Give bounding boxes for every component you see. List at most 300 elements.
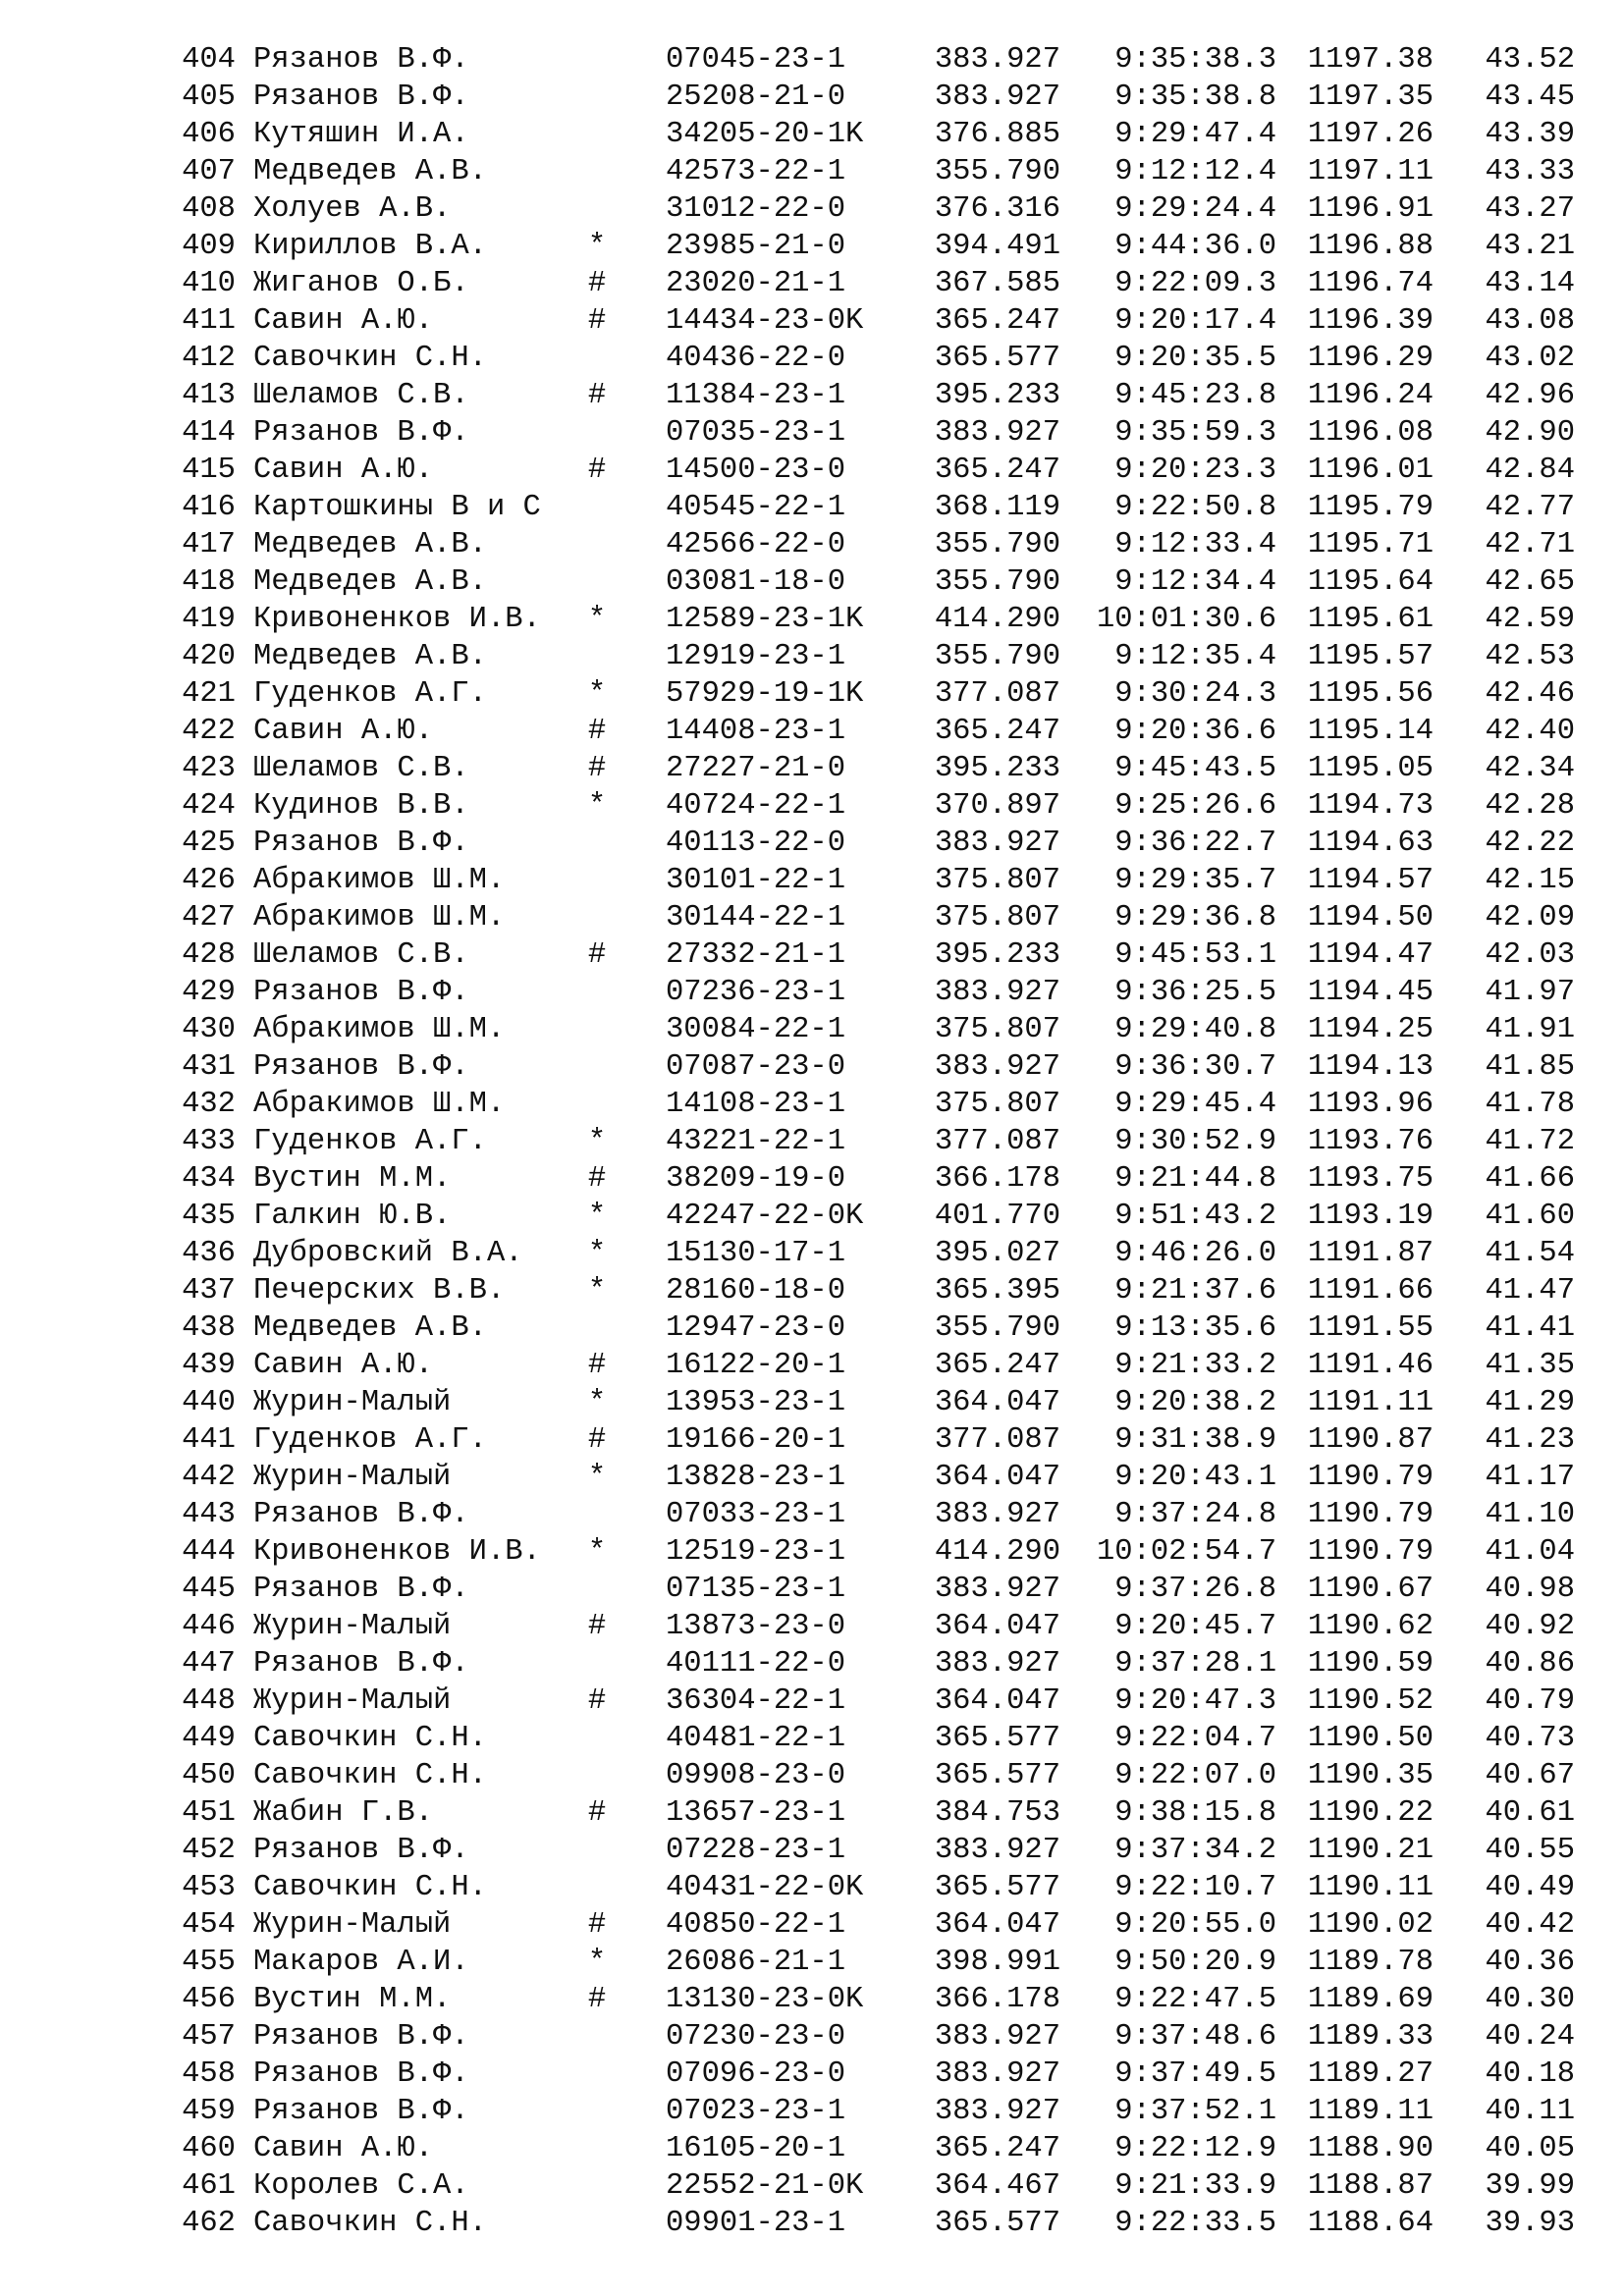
ring-number: 12519-23-1 xyxy=(666,1535,846,1569)
table-row xyxy=(0,1123,1624,1160)
row-number: 431 xyxy=(182,1050,236,1084)
score: 41.97 xyxy=(1485,976,1575,1009)
entry-mark: # xyxy=(587,752,607,785)
speed: 1189.27 xyxy=(1307,2057,1434,2091)
owner-name: Абракимов Ш.М. xyxy=(253,1013,506,1046)
table-row xyxy=(0,2093,1624,2130)
distance: 367.585 xyxy=(934,267,1060,300)
row-number: 446 xyxy=(182,1610,236,1643)
row-number: 442 xyxy=(182,1461,236,1494)
table-row xyxy=(0,377,1624,414)
ring-number: 42573-22-1 xyxy=(666,155,846,188)
distance: 383.927 xyxy=(934,1498,1060,1531)
distance: 377.087 xyxy=(934,1423,1060,1457)
speed: 1194.47 xyxy=(1307,938,1434,972)
ring-number: 14500-23-0 xyxy=(666,454,846,487)
row-number: 408 xyxy=(182,192,236,226)
speed: 1190.62 xyxy=(1307,1610,1434,1643)
distance: 395.233 xyxy=(934,752,1060,785)
owner-name: Шеламов С.В. xyxy=(253,752,469,785)
table-row xyxy=(0,190,1624,228)
owner-name: Медведев А.В. xyxy=(253,528,487,561)
owner-name: Журин-Малый xyxy=(253,1461,452,1494)
speed: 1194.25 xyxy=(1307,1013,1434,1046)
arrival-time: 9:35:38.8 xyxy=(1114,80,1276,114)
score: 39.93 xyxy=(1485,2207,1575,2240)
table-row xyxy=(0,340,1624,377)
score: 42.71 xyxy=(1485,528,1575,561)
arrival-time: 9:25:26.6 xyxy=(1114,789,1276,823)
distance: 414.290 xyxy=(934,1535,1060,1569)
table-row xyxy=(0,862,1624,899)
arrival-time: 9:29:45.4 xyxy=(1114,1088,1276,1121)
score: 41.72 xyxy=(1485,1125,1575,1158)
owner-name: Рязанов В.Ф. xyxy=(253,43,469,77)
speed: 1196.08 xyxy=(1307,416,1434,450)
ring-number: 31012-22-0 xyxy=(666,192,846,226)
arrival-time: 9:36:30.7 xyxy=(1114,1050,1276,1084)
distance: 365.395 xyxy=(934,1274,1060,1308)
score: 40.42 xyxy=(1485,1908,1575,1942)
row-number: 422 xyxy=(182,715,236,748)
table-row xyxy=(0,1794,1624,1832)
table-row xyxy=(0,1459,1624,1496)
table-row xyxy=(0,563,1624,601)
owner-name: Рязанов В.Ф. xyxy=(253,1573,469,1606)
entry-mark: # xyxy=(587,1610,607,1643)
distance: 364.047 xyxy=(934,1610,1060,1643)
ring-number: 16105-20-1 xyxy=(666,2132,846,2165)
score: 40.24 xyxy=(1485,2020,1575,2054)
speed: 1188.87 xyxy=(1307,2169,1434,2203)
arrival-time: 9:50:20.9 xyxy=(1114,1946,1276,1979)
score: 43.21 xyxy=(1485,230,1575,263)
row-number: 423 xyxy=(182,752,236,785)
speed: 1190.79 xyxy=(1307,1535,1434,1569)
entry-mark: * xyxy=(587,230,607,263)
arrival-time: 9:36:25.5 xyxy=(1114,976,1276,1009)
row-number: 454 xyxy=(182,1908,236,1942)
owner-name: Абракимов Ш.М. xyxy=(253,864,506,897)
row-number: 438 xyxy=(182,1311,236,1345)
owner-name: Рязанов В.Ф. xyxy=(253,1647,469,1681)
table-row xyxy=(0,2056,1624,2093)
score: 41.41 xyxy=(1485,1311,1575,1345)
score: 43.08 xyxy=(1485,304,1575,338)
ring-number: 16122-20-1 xyxy=(666,1349,846,1382)
owner-name: Савочкин С.Н. xyxy=(253,1722,487,1755)
speed: 1190.50 xyxy=(1307,1722,1434,1755)
ring-number: 13828-23-1 xyxy=(666,1461,846,1494)
score: 42.28 xyxy=(1485,789,1575,823)
entry-mark: # xyxy=(587,304,607,338)
table-row xyxy=(0,41,1624,79)
ring-number: 57929-19-1K xyxy=(666,677,864,711)
distance: 365.577 xyxy=(934,2207,1060,2240)
arrival-time: 9:37:28.1 xyxy=(1114,1647,1276,1681)
arrival-time: 9:45:23.8 xyxy=(1114,379,1276,412)
arrival-time: 9:20:23.3 xyxy=(1114,454,1276,487)
owner-name: Рязанов В.Ф. xyxy=(253,2095,469,2128)
row-number: 428 xyxy=(182,938,236,972)
speed: 1194.45 xyxy=(1307,976,1434,1009)
row-number: 440 xyxy=(182,1386,236,1419)
owner-name: Рязанов В.Ф. xyxy=(253,1498,469,1531)
speed: 1194.50 xyxy=(1307,901,1434,934)
speed: 1196.01 xyxy=(1307,454,1434,487)
arrival-time: 9:35:38.3 xyxy=(1114,43,1276,77)
arrival-time: 9:46:26.0 xyxy=(1114,1237,1276,1270)
speed: 1191.55 xyxy=(1307,1311,1434,1345)
row-number: 415 xyxy=(182,454,236,487)
table-row xyxy=(0,1235,1624,1272)
row-number: 455 xyxy=(182,1946,236,1979)
distance: 365.247 xyxy=(934,2132,1060,2165)
ring-number: 40436-22-0 xyxy=(666,342,846,375)
ring-number: 40545-22-1 xyxy=(666,491,846,524)
speed: 1191.11 xyxy=(1307,1386,1434,1419)
score: 43.33 xyxy=(1485,155,1575,188)
owner-name: Королев С.А. xyxy=(253,2169,469,2203)
owner-name: Кривоненков И.В. xyxy=(253,603,541,636)
owner-name: Абракимов Ш.М. xyxy=(253,1088,506,1121)
table-row xyxy=(0,675,1624,713)
owner-name: Гуденков А.Г. xyxy=(253,1125,487,1158)
table-row xyxy=(0,302,1624,340)
speed: 1195.61 xyxy=(1307,603,1434,636)
arrival-time: 9:22:10.7 xyxy=(1114,1871,1276,1904)
owner-name: Галкин Ю.В. xyxy=(253,1200,452,1233)
distance: 375.807 xyxy=(934,864,1060,897)
distance: 364.047 xyxy=(934,1908,1060,1942)
distance: 383.927 xyxy=(934,1834,1060,1867)
arrival-time: 9:22:09.3 xyxy=(1114,267,1276,300)
speed: 1191.66 xyxy=(1307,1274,1434,1308)
ring-number: 13657-23-1 xyxy=(666,1796,846,1830)
owner-name: Холуев А.В. xyxy=(253,192,452,226)
ring-number: 23985-21-0 xyxy=(666,230,846,263)
distance: 365.247 xyxy=(934,1349,1060,1382)
ring-number: 07228-23-1 xyxy=(666,1834,846,1867)
owner-name: Медведев А.В. xyxy=(253,1311,487,1345)
distance: 383.927 xyxy=(934,1573,1060,1606)
distance: 355.790 xyxy=(934,565,1060,599)
arrival-time: 9:30:24.3 xyxy=(1114,677,1276,711)
speed: 1188.64 xyxy=(1307,2207,1434,2240)
table-row xyxy=(0,526,1624,563)
owner-name: Журин-Малый xyxy=(253,1386,452,1419)
owner-name: Рязанов В.Ф. xyxy=(253,1050,469,1084)
ring-number: 12589-23-1K xyxy=(666,603,864,636)
entry-mark: * xyxy=(587,789,607,823)
ring-number: 25208-21-0 xyxy=(666,80,846,114)
entry-mark: # xyxy=(587,1349,607,1382)
owner-name: Медведев А.В. xyxy=(253,640,487,673)
ring-number: 40481-22-1 xyxy=(666,1722,846,1755)
score: 41.10 xyxy=(1485,1498,1575,1531)
distance: 375.807 xyxy=(934,901,1060,934)
owner-name: Кудинов В.В. xyxy=(253,789,469,823)
table-row xyxy=(0,265,1624,302)
score: 41.17 xyxy=(1485,1461,1575,1494)
distance: 398.991 xyxy=(934,1946,1060,1979)
owner-name: Савочкин С.Н. xyxy=(253,1759,487,1792)
table-row xyxy=(0,1048,1624,1086)
speed: 1193.75 xyxy=(1307,1162,1434,1196)
score: 41.91 xyxy=(1485,1013,1575,1046)
row-number: 419 xyxy=(182,603,236,636)
distance: 383.927 xyxy=(934,2095,1060,2128)
row-number: 409 xyxy=(182,230,236,263)
score: 40.05 xyxy=(1485,2132,1575,2165)
row-number: 441 xyxy=(182,1423,236,1457)
arrival-time: 9:12:34.4 xyxy=(1114,565,1276,599)
row-number: 414 xyxy=(182,416,236,450)
arrival-time: 9:29:40.8 xyxy=(1114,1013,1276,1046)
owner-name: Гуденков А.Г. xyxy=(253,1423,487,1457)
ring-number: 38209-19-0 xyxy=(666,1162,846,1196)
ring-number: 26086-21-1 xyxy=(666,1946,846,1979)
distance: 401.770 xyxy=(934,1200,1060,1233)
row-number: 435 xyxy=(182,1200,236,1233)
row-number: 418 xyxy=(182,565,236,599)
score: 41.23 xyxy=(1485,1423,1575,1457)
score: 41.54 xyxy=(1485,1237,1575,1270)
arrival-time: 9:22:04.7 xyxy=(1114,1722,1276,1755)
row-number: 434 xyxy=(182,1162,236,1196)
row-number: 458 xyxy=(182,2057,236,2091)
owner-name: Савочкин С.Н. xyxy=(253,1871,487,1904)
speed: 1195.79 xyxy=(1307,491,1434,524)
owner-name: Медведев А.В. xyxy=(253,565,487,599)
entry-mark: * xyxy=(587,1386,607,1419)
owner-name: Журин-Малый xyxy=(253,1908,452,1942)
score: 42.03 xyxy=(1485,938,1575,972)
speed: 1188.90 xyxy=(1307,2132,1434,2165)
ring-number: 34205-20-1K xyxy=(666,118,864,151)
table-row xyxy=(0,1720,1624,1757)
distance: 383.927 xyxy=(934,416,1060,450)
arrival-time: 9:21:44.8 xyxy=(1114,1162,1276,1196)
ring-number: 07023-23-1 xyxy=(666,2095,846,2128)
entry-mark: # xyxy=(587,1684,607,1718)
arrival-time: 9:37:26.8 xyxy=(1114,1573,1276,1606)
entry-mark: # xyxy=(587,938,607,972)
arrival-time: 9:12:33.4 xyxy=(1114,528,1276,561)
row-number: 448 xyxy=(182,1684,236,1718)
entry-mark: * xyxy=(587,1274,607,1308)
row-number: 421 xyxy=(182,677,236,711)
table-row xyxy=(0,2130,1624,2167)
speed: 1196.39 xyxy=(1307,304,1434,338)
ring-number: 12919-23-1 xyxy=(666,640,846,673)
owner-name: Савочкин С.Н. xyxy=(253,2207,487,2240)
row-number: 406 xyxy=(182,118,236,151)
entry-mark: # xyxy=(587,1983,607,2016)
distance: 365.577 xyxy=(934,342,1060,375)
row-number: 416 xyxy=(182,491,236,524)
arrival-time: 9:22:12.9 xyxy=(1114,2132,1276,2165)
owner-name: Вустин М.М. xyxy=(253,1162,452,1196)
speed: 1194.57 xyxy=(1307,864,1434,897)
owner-name: Дубровский В.А. xyxy=(253,1237,523,1270)
ring-number: 42566-22-0 xyxy=(666,528,846,561)
table-row xyxy=(0,1645,1624,1682)
owner-name: Макаров А.И. xyxy=(253,1946,469,1979)
entry-mark: # xyxy=(587,1908,607,1942)
distance: 383.927 xyxy=(934,1050,1060,1084)
score: 42.77 xyxy=(1485,491,1575,524)
row-number: 462 xyxy=(182,2207,236,2240)
row-number: 445 xyxy=(182,1573,236,1606)
owner-name: Савин А.Ю. xyxy=(253,2132,434,2165)
distance: 384.753 xyxy=(934,1796,1060,1830)
row-number: 404 xyxy=(182,43,236,77)
arrival-time: 9:35:59.3 xyxy=(1114,416,1276,450)
score: 42.22 xyxy=(1485,827,1575,860)
speed: 1196.88 xyxy=(1307,230,1434,263)
arrival-time: 9:45:43.5 xyxy=(1114,752,1276,785)
entry-mark: * xyxy=(587,1946,607,1979)
entry-mark: * xyxy=(587,1461,607,1494)
score: 41.60 xyxy=(1485,1200,1575,1233)
ring-number: 30144-22-1 xyxy=(666,901,846,934)
row-number: 449 xyxy=(182,1722,236,1755)
ring-number: 07035-23-1 xyxy=(666,416,846,450)
owner-name: Рязанов В.Ф. xyxy=(253,976,469,1009)
ring-number: 28160-18-0 xyxy=(666,1274,846,1308)
entry-mark: # xyxy=(587,1162,607,1196)
arrival-time: 9:29:24.4 xyxy=(1114,192,1276,226)
entry-mark: * xyxy=(587,1200,607,1233)
ring-number: 30084-22-1 xyxy=(666,1013,846,1046)
arrival-time: 9:20:38.2 xyxy=(1114,1386,1276,1419)
row-number: 432 xyxy=(182,1088,236,1121)
row-number: 412 xyxy=(182,342,236,375)
arrival-time: 10:02:54.7 xyxy=(1096,1535,1276,1569)
speed: 1189.78 xyxy=(1307,1946,1434,1979)
table-row xyxy=(0,899,1624,936)
speed: 1193.96 xyxy=(1307,1088,1434,1121)
row-number: 417 xyxy=(182,528,236,561)
table-row xyxy=(0,228,1624,265)
distance: 383.927 xyxy=(934,976,1060,1009)
row-number: 456 xyxy=(182,1983,236,2016)
ring-number: 36304-22-1 xyxy=(666,1684,846,1718)
table-row xyxy=(0,1347,1624,1384)
speed: 1190.21 xyxy=(1307,1834,1434,1867)
row-number: 405 xyxy=(182,80,236,114)
speed: 1193.76 xyxy=(1307,1125,1434,1158)
table-row xyxy=(0,1384,1624,1421)
distance: 355.790 xyxy=(934,155,1060,188)
arrival-time: 9:22:50.8 xyxy=(1114,491,1276,524)
score: 42.84 xyxy=(1485,454,1575,487)
score: 43.39 xyxy=(1485,118,1575,151)
owner-name: Рязанов В.Ф. xyxy=(253,2057,469,2091)
distance: 365.247 xyxy=(934,304,1060,338)
ring-number: 22552-21-0K xyxy=(666,2169,864,2203)
score: 43.02 xyxy=(1485,342,1575,375)
score: 40.86 xyxy=(1485,1647,1575,1681)
speed: 1189.69 xyxy=(1307,1983,1434,2016)
arrival-time: 9:31:38.9 xyxy=(1114,1423,1276,1457)
ring-number: 07087-23-0 xyxy=(666,1050,846,1084)
arrival-time: 9:37:49.5 xyxy=(1114,2057,1276,2091)
ring-number: 19166-20-1 xyxy=(666,1423,846,1457)
table-row xyxy=(0,1198,1624,1235)
table-row xyxy=(0,787,1624,825)
row-number: 410 xyxy=(182,267,236,300)
score: 39.99 xyxy=(1485,2169,1575,2203)
distance: 383.927 xyxy=(934,2020,1060,2054)
speed: 1196.91 xyxy=(1307,192,1434,226)
arrival-time: 9:30:52.9 xyxy=(1114,1125,1276,1158)
owner-name: Медведев А.В. xyxy=(253,155,487,188)
ring-number: 07236-23-1 xyxy=(666,976,846,1009)
arrival-time: 9:21:33.2 xyxy=(1114,1349,1276,1382)
table-row xyxy=(0,2205,1624,2242)
row-number: 457 xyxy=(182,2020,236,2054)
owner-name: Журин-Малый xyxy=(253,1684,452,1718)
score: 40.49 xyxy=(1485,1871,1575,1904)
owner-name: Журин-Малый xyxy=(253,1610,452,1643)
score: 42.59 xyxy=(1485,603,1575,636)
owner-name: Рязанов В.Ф. xyxy=(253,80,469,114)
entry-mark: # xyxy=(587,715,607,748)
arrival-time: 9:29:36.8 xyxy=(1114,901,1276,934)
distance: 383.927 xyxy=(934,2057,1060,2091)
distance: 376.885 xyxy=(934,118,1060,151)
owner-name: Вустин М.М. xyxy=(253,1983,452,2016)
speed: 1190.59 xyxy=(1307,1647,1434,1681)
arrival-time: 9:37:52.1 xyxy=(1114,2095,1276,2128)
arrival-time: 9:20:47.3 xyxy=(1114,1684,1276,1718)
entry-mark: * xyxy=(587,1125,607,1158)
distance: 364.047 xyxy=(934,1461,1060,1494)
ring-number: 07045-23-1 xyxy=(666,43,846,77)
ring-number: 40724-22-1 xyxy=(666,789,846,823)
row-number: 439 xyxy=(182,1349,236,1382)
arrival-time: 9:20:43.1 xyxy=(1114,1461,1276,1494)
score: 41.47 xyxy=(1485,1274,1575,1308)
arrival-time: 9:29:47.4 xyxy=(1114,118,1276,151)
ring-number: 14108-23-1 xyxy=(666,1088,846,1121)
speed: 1189.33 xyxy=(1307,2020,1434,2054)
row-number: 424 xyxy=(182,789,236,823)
arrival-time: 9:20:36.6 xyxy=(1114,715,1276,748)
speed: 1197.26 xyxy=(1307,118,1434,151)
table-row xyxy=(0,1981,1624,2018)
distance: 395.027 xyxy=(934,1237,1060,1270)
table-row xyxy=(0,1011,1624,1048)
distance: 365.577 xyxy=(934,1871,1060,1904)
table-row xyxy=(0,825,1624,862)
table-row xyxy=(0,1571,1624,1608)
score: 41.66 xyxy=(1485,1162,1575,1196)
owner-name: Шеламов С.В. xyxy=(253,938,469,972)
score: 40.30 xyxy=(1485,1983,1575,2016)
table-row xyxy=(0,1496,1624,1533)
distance: 364.047 xyxy=(934,1386,1060,1419)
row-number: 429 xyxy=(182,976,236,1009)
arrival-time: 9:29:35.7 xyxy=(1114,864,1276,897)
distance: 365.577 xyxy=(934,1722,1060,1755)
score: 42.09 xyxy=(1485,901,1575,934)
score: 42.46 xyxy=(1485,677,1575,711)
row-number: 436 xyxy=(182,1237,236,1270)
score: 40.67 xyxy=(1485,1759,1575,1792)
